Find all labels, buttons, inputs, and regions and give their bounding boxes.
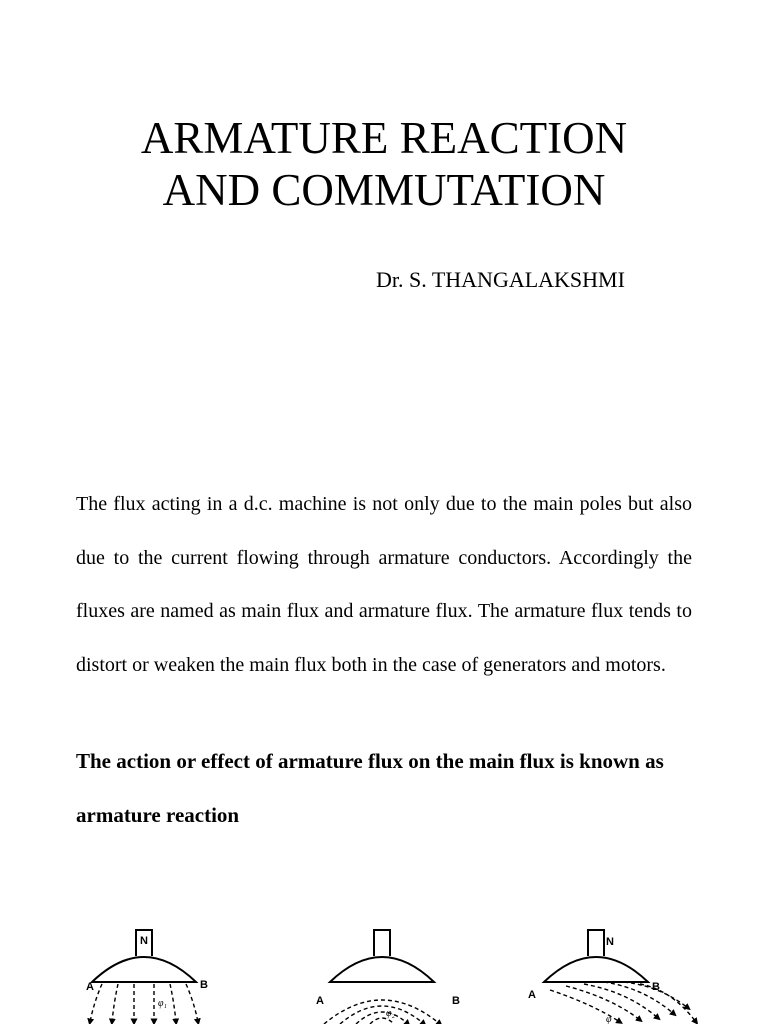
flux-line [112,984,118,1022]
figure-main-flux [86,930,208,1022]
flux-line [640,984,696,1022]
flux-label: φ₁ [158,998,168,1009]
flux-label: φ [606,1014,612,1024]
pole-shoe [330,957,434,982]
point-label-a: A [316,995,324,1007]
title-line-1: ARMATURE REACTION [140,113,628,163]
point-label-a: A [86,981,94,993]
point-label-b: B [200,979,208,991]
pole-shoe [92,957,196,982]
figure-resultant-flux [528,930,696,1024]
flux-line [170,984,176,1022]
flux-line [604,982,674,1014]
flux-diagrams-svg [72,918,712,1024]
flux-line [186,984,198,1022]
point-label-a: A [528,989,536,1001]
point-label-b: B [452,995,460,1007]
author-name: Dr. S. THANGALAKSHMI [376,267,625,292]
pole-core [588,930,604,956]
pole-label: N [140,935,148,947]
flux-label: φ₂ [386,1008,396,1019]
slide-title [0,112,768,216]
title-line-2: AND COMMUTATION [162,165,606,215]
flux-line [584,984,658,1018]
pole-label: N [606,936,614,948]
definition-text: The action or effect of armature flux on the main flux is known as armature reaction [76,749,664,827]
pole-core [374,930,390,956]
point-label-b: B [652,981,660,993]
flux-loop [340,1006,424,1024]
flux-loop [356,1012,408,1024]
flux-line [566,986,640,1020]
figure-armature-flux [316,930,460,1024]
intro-paragraph: The flux acting in a d.c. machine is not only due to the main poles but also due to the current flowing through armature conductors. Accordingly the fluxes are named as main flux and armature flux. The armature flux tends to distort or weaken the main flux both in the case of generators and motors. [76,493,692,676]
flux-diagrams [72,918,712,1024]
pole-shoe [544,957,648,982]
